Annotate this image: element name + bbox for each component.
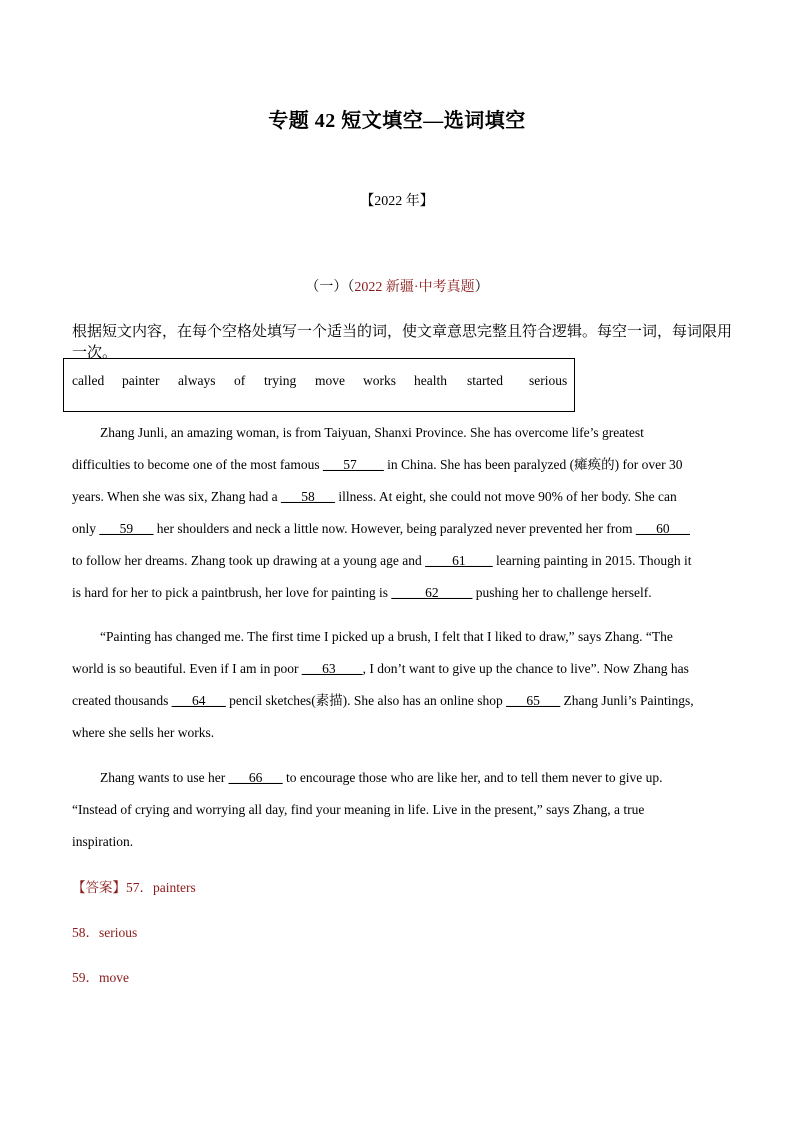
word-bank-item: always [178, 373, 216, 388]
answer-57: 【答案】57．painters [72, 880, 196, 895]
passage-paragraph-1 [72, 422, 722, 614]
answer-58: 58．serious [72, 925, 138, 940]
word-bank-item: called [72, 373, 105, 388]
passage-line: “Painting has changed me. The first time I picked up a brush, I felt that I liked to draw,” says Zhang. “The [100, 629, 673, 644]
passage-line: world is so beautiful. Even if I am in poor ___63____, I don’t want to give up the chance to live”. Now Zhang has [72, 661, 689, 676]
blank-64: ___64___ [171, 693, 226, 708]
word-bank-item: serious [529, 373, 568, 388]
passage-line: created thousands ___64___ pencil sketches(素描). She also has an online shop ___65___ Zhang Junli’s Paintings, [72, 693, 694, 708]
passage-line: Zhang wants to use her ___66___ to encourage those who are like her, and to tell them never to give up. [100, 770, 663, 785]
word-bank-item: of [234, 373, 246, 388]
blank-58: ___58___ [280, 489, 335, 504]
blank-66: ___66___ [228, 770, 283, 785]
page-title: 专题 42 短文填空—选词填空 [268, 110, 526, 132]
answer-59: 59．move [72, 970, 129, 985]
word-bank-item: painter [122, 373, 160, 388]
passage-line: Zhang Junli, an amazing woman, is from Taiyuan, Shanxi Province. She has overcome life’s greatest [100, 425, 644, 440]
passage-line: is hard for her to pick a paintbrush, her love for painting is _____62_____ pushing her to challenge herself. [72, 585, 652, 600]
word-bank-item: works [363, 373, 396, 388]
passage-line: inspiration. [72, 834, 134, 849]
answer-tag: 【答案】 [72, 880, 126, 895]
passage-paragraph-2 [72, 626, 722, 754]
year-label: 【2022 年】 [360, 194, 434, 209]
word-bank-item: started [467, 373, 503, 388]
word-bank-item: move [315, 373, 345, 388]
section-number: （一）（ [305, 280, 355, 295]
instruction-text: 根据短文内容，在每个空格处填写一个适当的词，使文章意思完整且符合逻辑。每空一词，每词限用一次。 [72, 324, 733, 361]
section-close: ） [474, 280, 489, 295]
passage-line: only ___59___ her shoulders and neck a little now. However, being paralyzed never prevented her from ___60___ [72, 521, 690, 536]
blank-65: ___65___ [506, 693, 561, 708]
passage-line: “Instead of crying and worrying all day, find your meaning in life. Live in the present,” says Zhang, a true [72, 802, 645, 817]
passage-line: where she sells her works. [72, 725, 215, 740]
word-bank-item: trying [264, 373, 297, 388]
blank-59: ___59___ [99, 521, 154, 536]
blank-61: ____61____ [425, 553, 493, 568]
section-heading [0, 276, 794, 296]
passage-line: to follow her dreams. Zhang took up drawing at a young age and ____61____ learning painting in 2015. Though it [72, 553, 692, 568]
blank-62: _____62_____ [391, 585, 473, 600]
word-bank [63, 358, 575, 412]
passage-line: difficulties to become one of the most famous ___57____ in China. She has been paralyzed (瘫痪的) for over 30 [72, 457, 683, 472]
passage-line: years. When she was six, Zhang had a ___58___ illness. At eight, she could not move 90% of her body. She can [72, 489, 677, 504]
blank-60: ___60___ [635, 521, 690, 536]
blank-57: ___57____ [322, 457, 384, 472]
passage-paragraph-3 [72, 767, 722, 863]
section-source: 2022 新疆·中考真题 [354, 280, 475, 295]
blank-63: ___63____ [301, 661, 363, 676]
word-bank-item: health [414, 373, 447, 388]
